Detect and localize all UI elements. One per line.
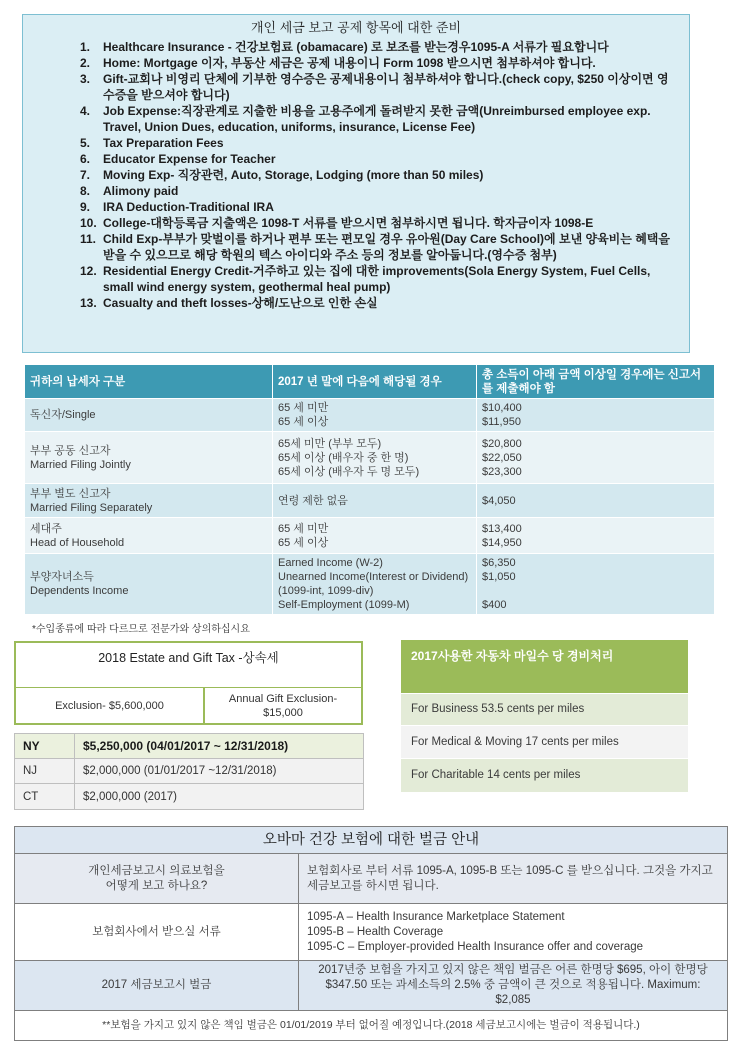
item-number: 12. xyxy=(80,264,97,278)
filing-status-label: Dependents Income xyxy=(30,585,129,597)
item-text: Moving Exp- 직장관련, Auto, Storage, Lodging (more than 50 miles) xyxy=(103,168,484,182)
column-header-income-threshold: 총 소득이 아래 금액 이상일 경우에는 신고서를 제출해야 함 xyxy=(477,365,715,399)
annual-gift-exclusion: Annual Gift Exclusion- $15,000 xyxy=(228,692,338,719)
amount-value: $6,350 xyxy=(482,557,516,569)
filing-status-label: Head of Household xyxy=(30,536,125,549)
state-code: NY xyxy=(15,734,75,759)
condition-line: Earned Income (W-2) xyxy=(278,557,383,569)
item-number: 5. xyxy=(80,136,91,150)
item-text: Casualty and theft losses-상해/도난으로 인한 손실 xyxy=(103,296,378,310)
table-row xyxy=(15,784,364,810)
amount-cell xyxy=(477,432,715,484)
item-text: IRA Deduction-Traditional IRA xyxy=(103,200,274,214)
answer-cell xyxy=(299,961,728,1011)
question-cell xyxy=(15,961,299,1011)
column-header-condition: 2017 년 말에 다음에 해당될 경우 xyxy=(273,365,477,399)
mileage-rate-business: For Business 53.5 cents per miles xyxy=(401,693,688,725)
amount-value: $23,300 xyxy=(482,465,522,478)
table-row xyxy=(15,961,728,1011)
list-item xyxy=(80,39,679,55)
question-cell xyxy=(15,854,299,904)
state-estate-tax-table xyxy=(14,733,363,810)
filing-status-cell xyxy=(25,399,273,432)
penalty-note: **보험을 가지고 있지 않은 책임 벌금은 01/01/2019 부터 없어질 예정입니다.(2018 세금보고시에는 벌금이 적용됩니다.) xyxy=(15,1011,728,1041)
item-text: Tax Preparation Fees xyxy=(103,136,224,150)
filing-status-label: 부양자녀소득 xyxy=(30,571,94,583)
estate-tax-title: 2018 Estate and Gift Tax -상속세 xyxy=(98,651,279,665)
condition-line: 65 세 이상 xyxy=(278,536,329,549)
condition-line: 65세 이상 (배우자 두 명 모두) xyxy=(278,465,420,478)
list-item xyxy=(80,295,679,311)
blank-line xyxy=(482,584,709,598)
state-code: CT xyxy=(15,784,75,810)
deduction-checklist-box xyxy=(22,14,690,353)
amount-cell xyxy=(477,554,715,615)
question-line: 개인세금보고시 의료보험을 xyxy=(88,864,225,877)
condition-cell xyxy=(273,484,477,518)
list-item xyxy=(80,167,679,183)
filing-footnote: *수입종류에 따라 다르므로 전문가와 상의하십시요 xyxy=(32,624,250,635)
table-header-row xyxy=(25,365,715,399)
state-exemption: $5,250,000 (04/01/2017 ~ 12/31/2018) xyxy=(75,734,364,759)
amount-cell xyxy=(477,484,715,518)
answer-text: 보험회사로 부터 서류 1095-A, 1095-B 또는 1095-C 를 받으십니다. 그것을 가지고 세금보고를 하시면 됩니다. xyxy=(307,864,713,892)
penalty-title: 오바마 건강 보험에 대한 벌금 안내 xyxy=(15,827,728,854)
item-number: 1. xyxy=(80,40,91,54)
condition-line: 65 세 이상 xyxy=(278,416,329,428)
condition-line: Self-Employment (1099-M) xyxy=(278,599,410,611)
filing-status-label: 부부 공동 신고자 xyxy=(30,444,111,457)
table-row xyxy=(25,554,715,615)
list-item xyxy=(80,199,679,215)
filing-status-cell xyxy=(25,554,273,615)
table-row xyxy=(15,904,728,961)
form-1095-b: 1095-B – Health Coverage xyxy=(307,925,444,938)
filing-status-cell xyxy=(25,432,273,484)
mileage-title: 2017사용한 자동차 마일수 당 경비처리 xyxy=(401,640,688,693)
filing-requirements-table xyxy=(24,364,714,615)
state-code: NJ xyxy=(15,759,75,784)
amount-value: $13,400 xyxy=(482,522,522,535)
obamacare-penalty-table xyxy=(14,826,727,1041)
condition-line: 65세 이상 (배우자 중 한 명) xyxy=(278,451,409,464)
penalty-amount-text: 2017년중 보험을 가지고 있지 않은 책임 벌금은 어른 한명당 $695, 아이 한명당 $347.50 또는 과세소득의 2.5% 중 금액이 큰 것으로 적용됩니다. Maximum: $2,085 xyxy=(318,964,708,1006)
item-text: Gift-교회나 비영리 단체에 기부한 영수증은 공제내용이니 첨부하셔야 합니다.(check copy, $250 이상이면 영수증을 받으셔야 합니다) xyxy=(103,72,669,102)
condition-line: 65 세 미만 xyxy=(278,402,329,414)
table-row xyxy=(15,734,364,759)
amount-value: $14,950 xyxy=(482,536,522,549)
amount-value: $1,050 xyxy=(482,571,516,583)
filing-status-cell xyxy=(25,484,273,518)
item-text: Job Expense:직장관계로 지출한 비용을 고용주에게 돌려받지 못한 금액(Unreimbursed employee exp. Travel, Union Dues, education, uniforms, insurance, License Fee) xyxy=(103,104,651,134)
filing-status-label: Married Filing Jointly xyxy=(30,458,131,471)
table-row xyxy=(15,759,364,784)
list-item xyxy=(80,263,679,295)
item-text: Healthcare Insurance - 건강보험료 (obamacare) 로 보조를 받는경우1095-A 서류가 필요합니다 xyxy=(103,40,609,54)
amount-value: $4,050 xyxy=(482,494,516,507)
item-number: 8. xyxy=(80,184,91,198)
condition-cell xyxy=(273,554,477,615)
list-item xyxy=(80,183,679,199)
item-number: 3. xyxy=(80,72,91,86)
column-header-filing-status: 귀하의 납세자 구분 xyxy=(25,365,273,399)
item-number: 7. xyxy=(80,168,91,182)
item-number: 6. xyxy=(80,152,91,166)
filing-status-label: Married Filing Separately xyxy=(30,501,153,514)
mileage-rate-charitable: For Charitable 14 cents per miles xyxy=(401,758,688,792)
list-item xyxy=(80,71,679,103)
condition-line: 65세 미만 (부부 모두) xyxy=(278,437,382,450)
estate-tax-box xyxy=(14,641,363,725)
amount-value: $10,400 xyxy=(482,402,522,414)
list-item xyxy=(80,151,679,167)
table-row xyxy=(15,1011,728,1041)
condition-cell xyxy=(273,518,477,554)
item-text: Home: Mortgage 이자, 부동산 세금은 공제 내용이니 Form 1098 받으시면 첨부하셔야 합니다. xyxy=(103,56,596,70)
filing-status-label: 독신자/Single xyxy=(30,409,96,421)
list-item xyxy=(80,135,679,151)
table-row xyxy=(15,854,728,904)
table-row xyxy=(25,484,715,518)
table-header-row xyxy=(15,827,728,854)
amount-cell xyxy=(477,518,715,554)
item-text: Child Exp-부부가 맞벌이를 하거나 편부 또는 편모일 경우 유아원(Day Care School)에 보낸 양육비는 혜택을 받을 수 있으므로 해당 학원의 텍스 아이디와 주소 등의 정보를 알아둡니다.(영수증 첨부) xyxy=(103,232,670,262)
amount-value: $20,800 xyxy=(482,437,522,450)
item-text: Residential Energy Credit-거주하고 있는 집에 대한 improvements(Sola Energy System, Fuel Cells, small wind energy system, geothermal heal pump) xyxy=(103,264,651,294)
checklist-title: 개인 세금 보고 공제 항목에 대한 준비 xyxy=(250,20,462,35)
item-text: College-대학등록금 지출액은 1098-T 서류를 받으시면 첨부하시면 됩니다. 학자금이자 1098-E xyxy=(103,216,594,230)
condition-line: Unearned Income(Interest or Dividend)(1099-int, 1099-div) xyxy=(278,571,469,597)
item-number: 11. xyxy=(80,232,97,246)
list-item xyxy=(80,103,679,135)
filing-status-label: 세대주 xyxy=(30,522,62,535)
table-row xyxy=(25,399,715,432)
question-line: 2017 세금보고시 벌금 xyxy=(101,979,212,991)
form-1095-c: 1095-C – Employer-provided Health Insurance offer and coverage xyxy=(307,940,644,953)
question-line: 어떻게 보고 하나요? xyxy=(105,879,208,892)
amount-value: $22,050 xyxy=(482,451,522,464)
item-number: 13. xyxy=(80,296,97,310)
estate-exclusion-row xyxy=(16,687,361,723)
condition-line: 연령 제한 없음 xyxy=(278,494,348,507)
list-item xyxy=(80,231,679,263)
answer-cell xyxy=(299,854,728,904)
state-exemption: $2,000,000 (2017) xyxy=(75,784,364,810)
item-number: 4. xyxy=(80,104,91,118)
item-text: Educator Expense for Teacher xyxy=(103,152,276,166)
table-row xyxy=(25,518,715,554)
item-number: 9. xyxy=(80,200,91,214)
mileage-rate-medical-moving: For Medical & Moving 17 cents per miles xyxy=(401,725,688,758)
condition-line: 65 세 미만 xyxy=(278,522,329,535)
mileage-rate-box xyxy=(401,640,688,792)
table-row xyxy=(25,432,715,484)
answer-cell xyxy=(299,904,728,961)
list-item xyxy=(80,55,679,71)
amount-value: $11,950 xyxy=(482,416,521,428)
condition-cell xyxy=(273,399,477,432)
condition-cell xyxy=(273,432,477,484)
question-line: 보험회사에서 받으실 서류 xyxy=(92,925,221,938)
checklist xyxy=(23,39,689,311)
filing-status-label: 부부 별도 신고자 xyxy=(30,487,111,500)
question-cell xyxy=(15,904,299,961)
state-exemption: $2,000,000 (01/01/2017 ~12/31/2018) xyxy=(75,759,364,784)
amount-value: $400 xyxy=(482,599,507,611)
list-item xyxy=(80,215,679,231)
form-1095-a: 1095-A – Health Insurance Marketplace Statement xyxy=(307,910,565,923)
amount-cell xyxy=(477,399,715,432)
item-number: 2. xyxy=(80,56,91,70)
estate-exclusion: Exclusion- $5,600,000 xyxy=(16,688,205,723)
item-number: 10. xyxy=(80,216,97,230)
filing-status-cell xyxy=(25,518,273,554)
item-text: Alimony paid xyxy=(103,184,179,198)
